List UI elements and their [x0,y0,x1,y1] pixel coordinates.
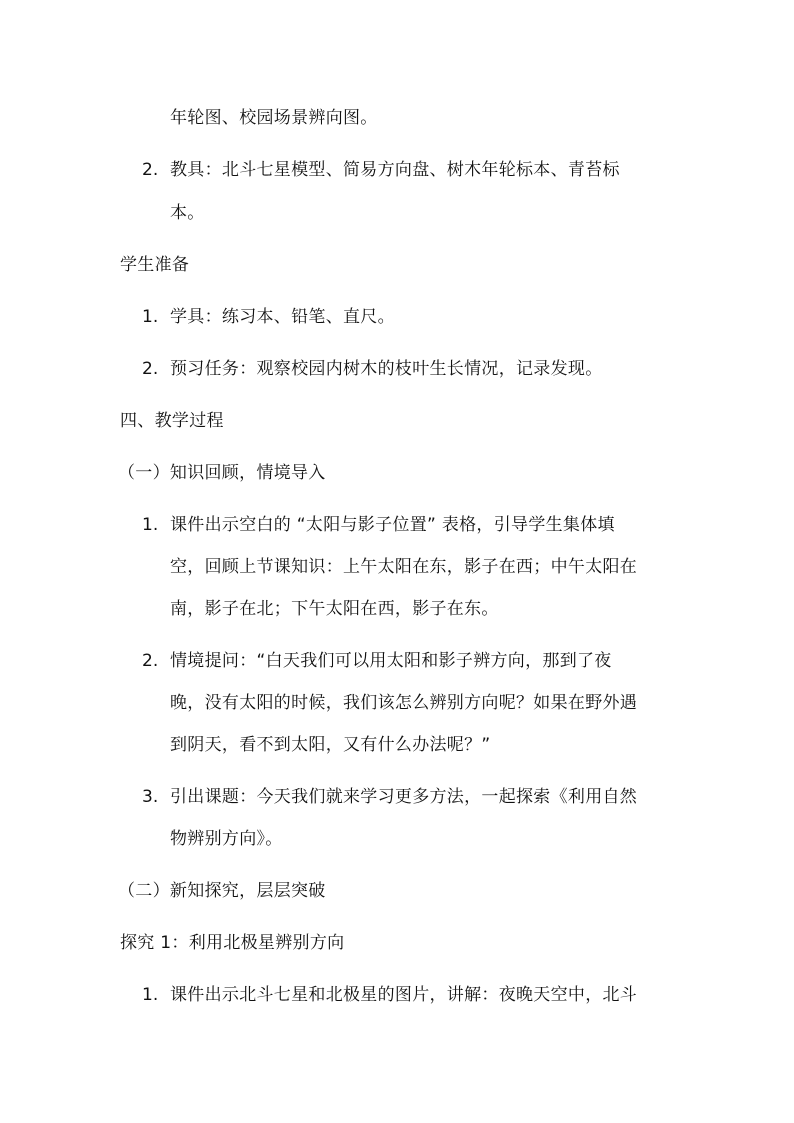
section-heading: 学生准备 [120,255,190,275]
list-item-text: 课件出示空白的 “太阳与影子位置” 表格，引导学生集体填 [170,515,615,535]
list-number: 2. [142,160,159,180]
list-item-text: 预习任务：观察校园内树木的枝叶生长情况，记录发现。 [170,359,603,379]
list-number: 2. [142,359,159,379]
list-item-text: 引出课题：今天我们就来学习更多方法，一起探索《利用自然 [170,787,638,807]
text-line: 到阴天，看不到太阳，又有什么办法呢？” [170,735,491,755]
text-line: 晚，没有太阳的时候，我们该怎么辨别方向呢？如果在野外遇 [170,693,638,713]
list-item-text: 情境提问：“白天我们可以用太阳和影子辨方向，那到了夜 [170,651,612,671]
list-item-text: 学具：练习本、铅笔、直尺。 [170,307,395,327]
list-item-text: 课件出示北斗七星和北极星的图片，讲解：夜晚天空中，北斗 [170,985,638,1005]
text-line: 本。 [170,203,205,223]
text-line: 物辨别方向》。 [170,829,283,849]
subsection-heading: （二）新知探究，层层突破 [118,881,326,901]
list-number: 1. [142,307,159,327]
text-line: 南，影子在北；下午太阳在西，影子在东。 [170,599,499,619]
subsection-heading: （一）知识回顾，情境导入 [118,463,326,483]
list-item-text: 教具：北斗七星模型、简易方向盘、树木年轮标本、青苔标 [170,160,620,180]
list-number: 1. [142,515,159,535]
list-number: 3. [142,787,159,807]
section-heading: 四、教学过程 [120,411,224,431]
list-number: 2. [142,651,159,671]
exploration-heading: 探究 1：利用北极星辨别方向 [120,933,345,953]
list-number: 1. [142,985,159,1005]
text-line: 年轮图、校园场景辨向图。 [170,108,378,128]
text-line: 空，回顾上节课知识：上午太阳在东，影子在西；中午太阳在 [170,557,638,577]
